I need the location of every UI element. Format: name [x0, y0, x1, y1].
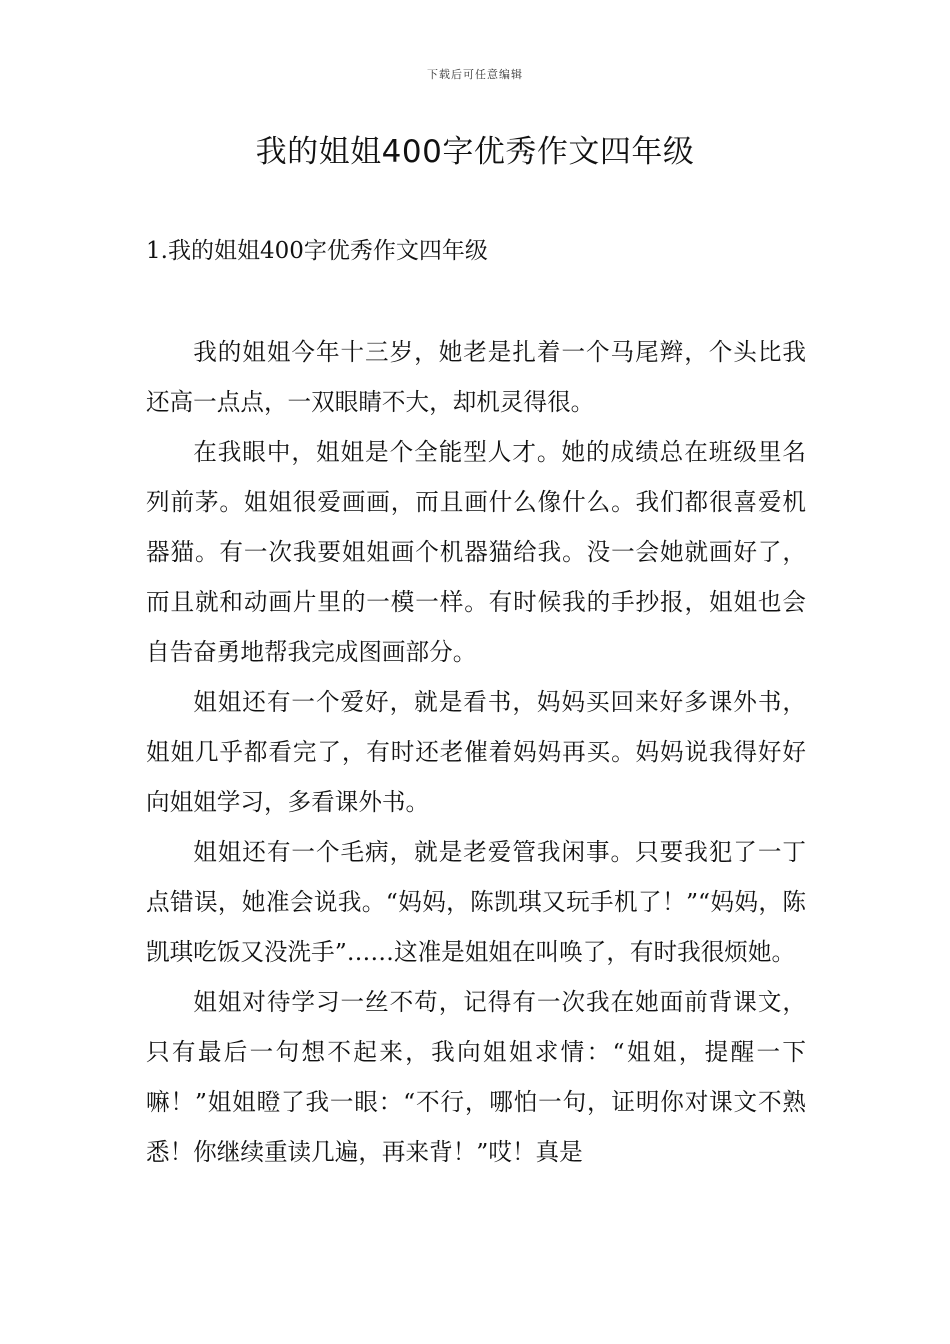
essay-body [146, 327, 806, 1177]
paragraph-2: 在我眼中，姐姐是个全能型人才。她的成绩总在班级里名列前茅。姐姐很爱画画，而且画什么像什么。我们都很喜爱机器猫。有一次我要姐姐画个机器猫给我。没一会她就画好了，而且就和动画片里的一模一样。有时候我的手抄报，姐姐也会自告奋勇地帮我完成图画部分。 [146, 438, 806, 666]
document-title: 我的姐姐400字优秀作文四年级 [255, 134, 695, 170]
section-heading: 1.我的姐姐400字优秀作文四年级 [146, 238, 488, 264]
header-note: 下载后可任意编辑 [427, 68, 523, 81]
paragraph-3: 姐姐还有一个爱好，就是看书，妈妈买回来好多课外书，姐姐几乎都看完了，有时还老催着妈妈再买。妈妈说我得好好向姐姐学习，多看课外书。 [146, 688, 806, 816]
paragraph-1: 我的姐姐今年十三岁，她老是扎着一个马尾辫，个头比我还高一点点，一双眼睛不大，却机灵得很。 [146, 338, 806, 416]
paragraph-4: 姐姐还有一个毛病，就是老爱管我闲事。只要我犯了一丁点错误，她准会说我。“妈妈，陈凯琪又玩手机了！”“妈妈，陈凯琪吃饭又没洗手”……这准是姐姐在叫唤了，有时我很烦她。 [146, 838, 806, 966]
paragraph-5: 姐姐对待学习一丝不苟，记得有一次我在她面前背课文，只有最后一句想不起来，我向姐姐求情：“姐姐，提醒一下嘛！”姐姐瞪了我一眼：“不行，哪怕一句，证明你对课文不熟悉！你继续重读几遍，再来背！”哎！真是 [146, 988, 806, 1166]
